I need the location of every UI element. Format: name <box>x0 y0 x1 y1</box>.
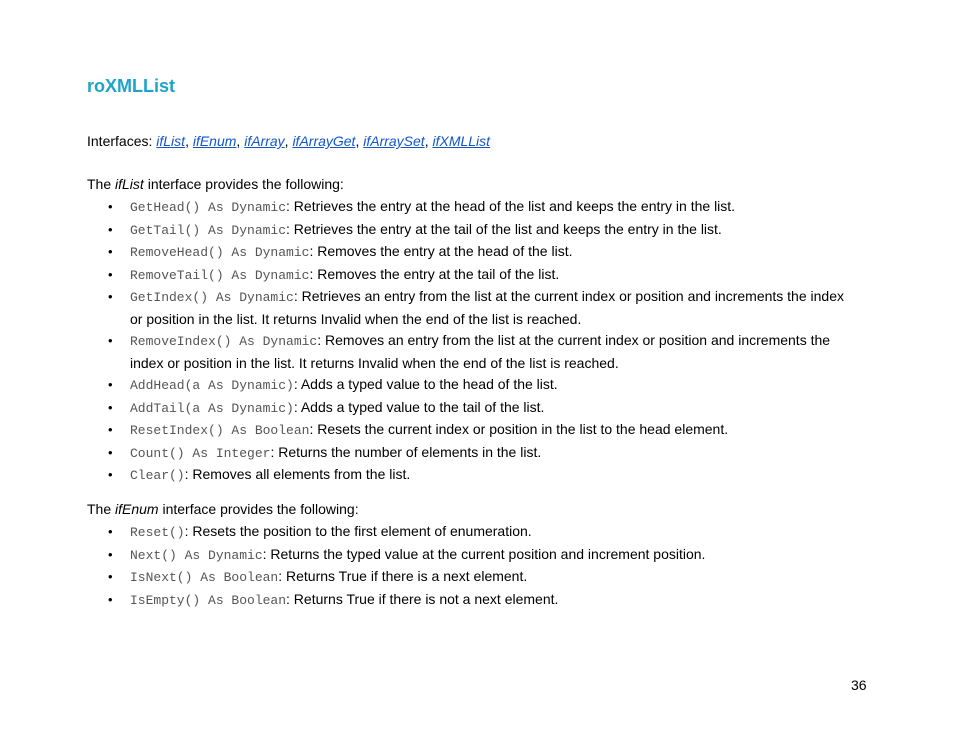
iflist-name: ifList <box>115 176 144 192</box>
method-signature: RemoveHead() As Dynamic <box>130 245 310 260</box>
bullet-icon: • <box>108 467 113 482</box>
method-description: : Returns the typed value at the current position and increment position. <box>262 545 706 562</box>
method-signature: GetIndex() As Dynamic <box>130 290 294 305</box>
method-description: : Resets the position to the first element of enumeration. <box>184 523 532 539</box>
method-description: : Retrieves an entry from the list at the current index or position and increments the index or position in the list. It returns Invalid when the end of the list is reached. <box>130 288 844 327</box>
method-signature: GetHead() As Dynamic <box>130 200 287 215</box>
list-item <box>87 544 857 567</box>
bullet-icon: • <box>108 221 113 237</box>
method-signature: IsEmpty() As Boolean <box>130 592 287 608</box>
method-description: : Retrieves the entry at the head of the list and keeps the entry in the list. <box>286 198 736 214</box>
list-item <box>87 419 857 442</box>
list-item <box>87 374 857 397</box>
method-description: : Retrieves the entry at the tail of the list and keeps the entry in the list. <box>286 220 722 237</box>
bullet-icon: • <box>108 546 113 562</box>
bullet-icon: • <box>108 289 113 304</box>
method-description: : Removes all elements from the list. <box>184 466 411 482</box>
list-item <box>87 566 857 589</box>
method-signature: IsNext() As Boolean <box>130 570 279 585</box>
list-item <box>87 286 857 330</box>
method-signature: RemoveIndex() As Dynamic <box>130 334 318 349</box>
list-item <box>87 196 857 219</box>
bullet-icon: • <box>108 266 113 282</box>
method-signature: AddHead(a As Dynamic) <box>130 378 294 393</box>
method-signature: ResetIndex() As Boolean <box>130 423 310 438</box>
ifenum-name: ifEnum <box>115 501 159 517</box>
method-description: : Returns the number of elements in the list. <box>270 443 542 460</box>
interfaces-line: Interfaces: ifList, ifEnum, ifArray, ifArrayGet, ifArraySet, ifXMLList <box>87 133 491 149</box>
method-description: : Removes an entry from the list at the current index or position and increments the index or position in the list. It returns Invalid when the end of the list is reached. <box>130 332 831 371</box>
list-item <box>87 521 857 544</box>
method-signature: AddTail(a As Dynamic) <box>130 400 294 416</box>
method-signature: GetTail() As Dynamic <box>130 222 287 238</box>
iflist-method-list <box>87 196 857 487</box>
bullet-icon: • <box>108 422 113 437</box>
interface-link-ifxmllist[interactable]: ifXMLList <box>432 133 491 149</box>
interfaces-label: Interfaces: <box>87 133 153 149</box>
interface-link-ifarrayset[interactable]: ifArraySet <box>363 133 425 149</box>
method-description: : Removes the entry at the head of the list. <box>309 243 573 259</box>
list-item <box>87 589 857 612</box>
list-item <box>87 397 857 420</box>
bullet-icon: • <box>108 199 113 214</box>
method-description: : Adds a typed value to the tail of the list. <box>293 398 545 415</box>
page-title: roXMLList <box>87 76 175 96</box>
ifenum-intro: The ifEnum interface provides the following: <box>87 501 359 517</box>
method-signature: RemoveTail() As Dynamic <box>130 267 310 283</box>
bullet-icon: • <box>108 333 113 348</box>
list-item <box>87 264 857 287</box>
iflist-intro: The ifList interface provides the following: <box>87 176 344 192</box>
interface-link-ifenum[interactable]: ifEnum <box>192 133 237 149</box>
method-description: : Returns True if there is not a next element. <box>286 590 559 607</box>
method-description: : Removes the entry at the tail of the list. <box>309 265 560 282</box>
list-item <box>87 442 857 465</box>
list-item <box>87 464 857 487</box>
bullet-icon: • <box>108 591 113 607</box>
list-item <box>87 330 857 374</box>
bullet-icon: • <box>108 569 113 584</box>
bullet-icon: • <box>108 524 113 539</box>
page-number: 36 <box>851 677 867 693</box>
method-signature: Next() As Dynamic <box>130 547 263 563</box>
method-signature: Reset() <box>130 525 185 540</box>
method-description: : Adds a typed value to the head of the list. <box>293 376 558 392</box>
interface-link-iflist[interactable]: ifList <box>156 133 186 149</box>
bullet-icon: • <box>108 244 113 259</box>
method-signature: Clear() <box>130 468 185 483</box>
method-signature: Count() As Integer <box>130 445 271 461</box>
list-item <box>87 241 857 264</box>
list-item <box>87 219 857 242</box>
bullet-icon: • <box>108 377 113 392</box>
bullet-icon: • <box>108 444 113 460</box>
interface-link-ifarrayget[interactable]: ifArrayGet <box>292 133 356 149</box>
ifenum-method-list <box>87 521 857 611</box>
bullet-icon: • <box>108 399 113 415</box>
method-description: : Resets the current index or position in the list to the head element. <box>309 421 729 437</box>
method-description: : Returns True if there is a next element. <box>278 568 528 584</box>
interface-link-ifarray[interactable]: ifArray <box>244 133 285 149</box>
